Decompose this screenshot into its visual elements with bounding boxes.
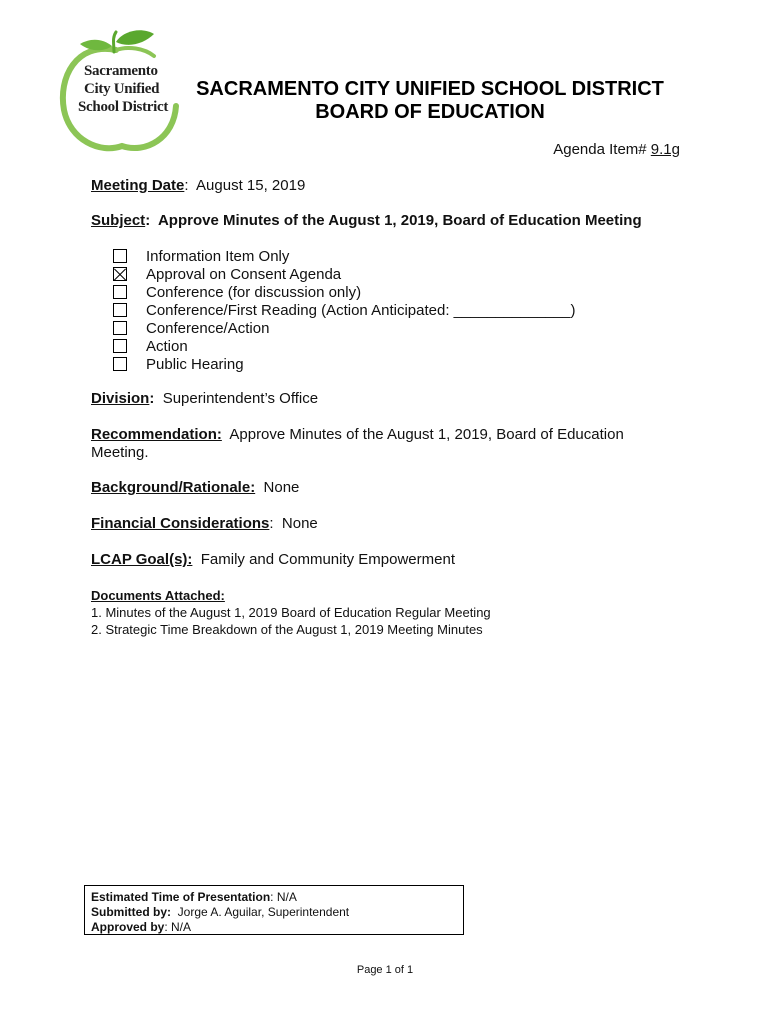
- background-label: Background/Rationale:: [91, 479, 256, 496]
- option-action: [113, 337, 575, 355]
- checkbox: [113, 303, 127, 317]
- agenda-item-number: 9.1g: [650, 141, 680, 158]
- agenda-item: [553, 141, 680, 158]
- approved-value: N/A: [171, 920, 192, 934]
- checkbox: [113, 339, 127, 353]
- page-title: SACRAMENTO CITY UNIFIED SCHOOL DISTRICT: [196, 78, 664, 100]
- submitted-value: Jorge A. Aguilar, Superintendent: [177, 905, 350, 919]
- logo-line-1: Sacramento: [84, 63, 158, 79]
- option-label: Public Hearing: [146, 355, 244, 373]
- recommendation: [91, 426, 651, 462]
- division-label: Division: [91, 390, 150, 407]
- checkbox: [113, 357, 127, 371]
- subject: Subject: Approve Minutes of the August 1, 2019, Board of Education Meeting: [91, 212, 642, 229]
- documents-heading: Documents Attached:: [91, 588, 225, 603]
- option-label: Conference/Action: [146, 319, 270, 337]
- recommendation-label: Recommendation:: [91, 426, 222, 443]
- meeting-date-label: Meeting Date: [91, 177, 185, 194]
- approved-label: Approved by: [91, 920, 165, 934]
- time-label: Estimated Time of Presentation: [91, 890, 271, 904]
- lcap-value: Family and Community Empowerment: [200, 551, 455, 568]
- presentation-info-box: Estimated Time of Presentation: N/A Submitted by: Jorge A. Aguilar, Superintendent Approved by: N/A: [84, 885, 464, 935]
- checkbox: [113, 249, 127, 263]
- option-label: Information Item Only: [146, 247, 290, 265]
- option-label: Approval on Consent Agenda: [146, 265, 342, 283]
- option-conference: [113, 283, 575, 301]
- documents-attached: [91, 587, 491, 638]
- option-label: Conference/First Reading (Action Anticipated: ______________): [146, 301, 576, 319]
- recommendation-value-cont: Meeting.: [91, 444, 149, 461]
- item-type-list: [113, 247, 575, 373]
- meeting-date: Meeting Date: August 15, 2019: [91, 177, 306, 194]
- option-information-item: [113, 247, 575, 265]
- division: Division: Superintendent’s Office: [91, 390, 319, 407]
- financial-considerations: Financial Considerations: None: [91, 515, 318, 532]
- division-value: Superintendent’s Office: [162, 390, 319, 407]
- option-conference-action: [113, 319, 575, 337]
- document-item: 2. Strategic Time Breakdown of the August 1, 2019 Meeting Minutes: [91, 622, 483, 637]
- checkbox: [113, 285, 127, 299]
- time-value: N/A: [276, 890, 297, 904]
- page-subtitle: BOARD OF EDUCATION: [315, 101, 545, 123]
- lcap-label: LCAP Goal(s):: [91, 551, 193, 568]
- meeting-date-value: August 15, 2019: [196, 177, 306, 194]
- option-first-reading: [113, 301, 575, 319]
- subject-label: Subject: [91, 212, 146, 229]
- financial-value: None: [281, 515, 318, 532]
- subject-value: Approve Minutes of the August 1, 2019, Board of Education Meeting: [157, 212, 642, 229]
- option-consent-agenda: [113, 265, 575, 283]
- submitted-label: Submitted by:: [91, 905, 171, 919]
- checkbox-checked: [113, 267, 127, 281]
- checkbox: [113, 321, 127, 335]
- option-label: Conference (for discussion only): [146, 283, 362, 301]
- logo-line-3: School District: [78, 99, 169, 115]
- background-value: None: [263, 479, 300, 496]
- recommendation-value: Approve Minutes of the August 1, 2019, Board of Education: [229, 426, 624, 443]
- logo-line-2: City Unified: [84, 81, 160, 97]
- financial-label: Financial Considerations: [91, 515, 270, 532]
- option-public-hearing: [113, 355, 575, 373]
- document-item: 1. Minutes of the August 1, 2019 Board of Education Regular Meeting: [91, 605, 491, 620]
- agenda-item-label: Agenda Item#: [553, 141, 651, 158]
- option-label: Action: [146, 337, 188, 355]
- background-rationale: [91, 479, 299, 497]
- page-number: Page 1 of 1: [356, 964, 414, 976]
- lcap-goals: [91, 551, 455, 569]
